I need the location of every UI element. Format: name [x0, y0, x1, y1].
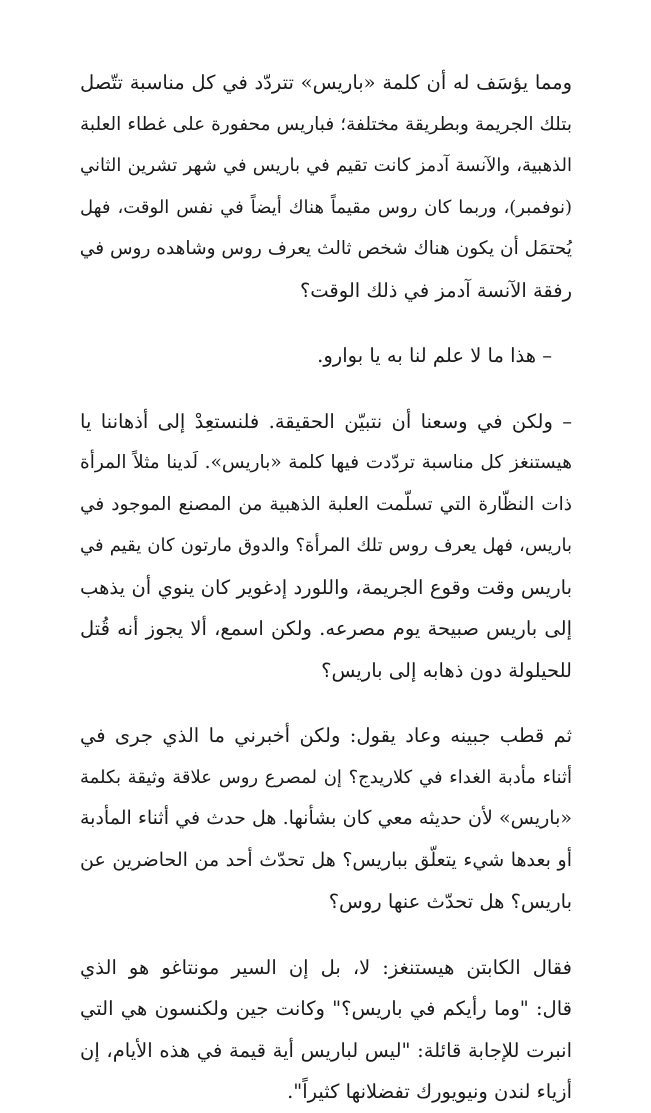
text-line: يُحتمَل أن يكون هناك شخص ثالث يعرف روس وشاهده روس في	[79, 238, 572, 259]
text-line: هيستنغز كل مناسبة تردّدت فيها كلمة «باريس». لَدينا مثلاً المرأة	[80, 452, 572, 473]
text-line: باريس، فهل يعرف روس تلك المرأة؟ والدوق مارتون كان يقيم في	[80, 535, 572, 556]
text-line: أثناء مأدبة الغداء في كلاريدج؟ إن لمصرع روس علاقة وثيقة بكلمة	[80, 766, 572, 788]
paragraph-3	[80, 401, 572, 692]
text-line: فقال الكابتن هيستنغز: لا، بل إن السير مونتاغو هو الذي	[80, 955, 572, 979]
text-line: ومما يؤسَف له أن كلمة «باريس» تتردّد في كل مناسبة تتّصل	[80, 71, 572, 94]
paragraph-2	[80, 335, 572, 377]
text-line: باريس وقت وقوع الجريمة، واللورد إدغوير كان ينوي أن يذهب	[80, 575, 572, 599]
text-line: – هذا ما لا علم لنا به يا بوارو.	[317, 344, 552, 367]
text-line: أزياء لندن ونيويورك تفضلانها كثيراً".	[287, 1080, 572, 1103]
text-line: بتلك الجريمة وبطريقة مختلفة؛ فباريس محفورة على غطاء العلبة	[80, 113, 572, 135]
paragraph-gap	[80, 377, 572, 401]
text-line: ذات النظّارة التي تسلّمت العلبة الذهبية من المصنع الموجود في	[80, 493, 572, 515]
text-line: أو بعدها شيء يتعلّق بباريس؟ هل تحدّث أحد من الحاضرين عن	[80, 848, 572, 871]
paragraph-gap	[80, 923, 572, 947]
text-line: – ولكن في وسعنا أن نتبيّن الحقيقة. فلنستعِدْ إلى أذهاننا يا	[80, 409, 572, 433]
text-line: الذهبية، والآنسة آدمز كانت تقيم في باريس في شهر تشرين الثاني	[80, 155, 572, 176]
paragraph-gap	[80, 691, 572, 715]
text-line: ثم قطب جبينه وعاد يقول: ولكن أخبرني ما الذي جرى في	[80, 724, 572, 747]
text-line: «باريس» لأن حديثه معي كان بشأنها. هل حدث في أثناء المأدبة	[80, 807, 572, 829]
book-page	[80, 62, 572, 1113]
paragraph-4	[80, 715, 572, 923]
text-line: رفقة الآنسة آدمز في ذلك الوقت؟	[299, 278, 572, 302]
text-line: إلى باريس صبيحة يوم مصرعه. ولكن اسمع، ألا يجوز أنه قُتل	[80, 617, 572, 640]
text-line: للحيلولة دون ذهابه إلى باريس؟	[321, 658, 572, 682]
paragraph-gap	[80, 311, 572, 335]
text-line: باريس؟ هل تحدّث عنها روس؟	[328, 890, 572, 913]
text-line: قال: "وما رأيكم في باريس؟" وكانت جين ولكنسون هي التي	[80, 997, 572, 1020]
text-line: (نوفمبر)، وربما كان روس مقيماً هناك أيضاً في نفس الوقت، فهل	[80, 196, 572, 218]
paragraph-5	[80, 947, 572, 1113]
text-line: انبرت للإجابة قائلة: "ليس لباريس أية قيمة في هذه الأيام، إن	[80, 1038, 572, 1062]
paragraph-1	[80, 62, 572, 311]
